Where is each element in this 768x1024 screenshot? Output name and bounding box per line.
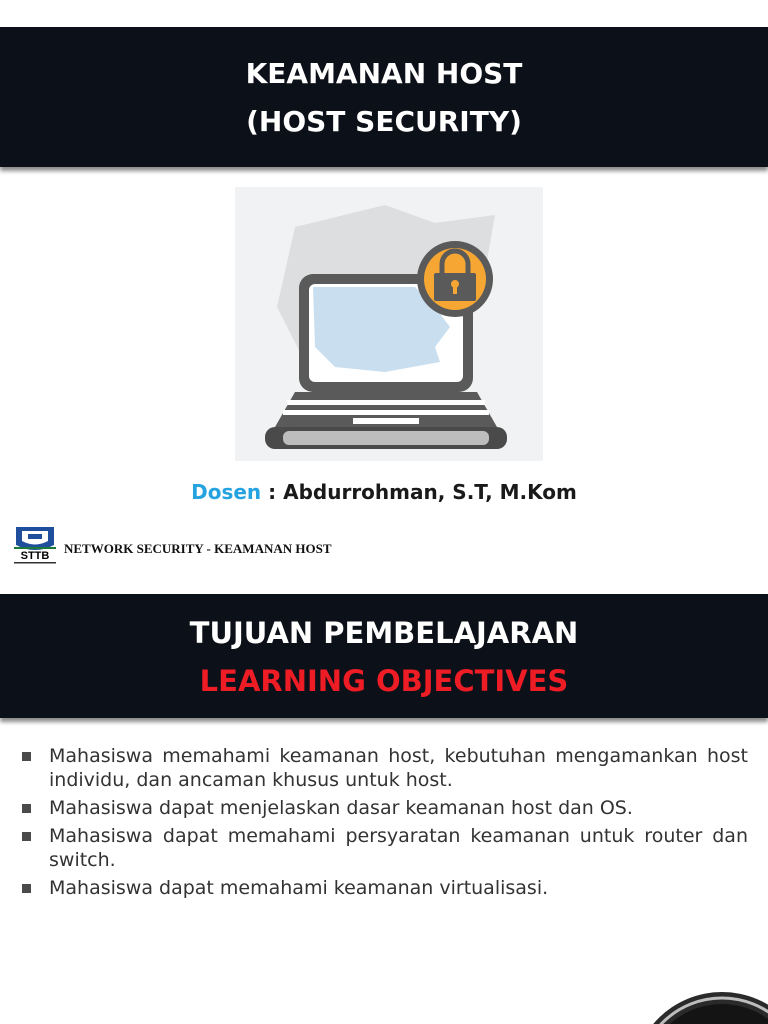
objectives-list [22,744,748,904]
course-footer: NETWORK SECURITY - KEAMANAN HOST [64,541,332,556]
corner-decoration-icon [630,990,768,1024]
objective-text: Mahasiswa memahami keamanan host, kebutuhan mengamankan host individu, dan ancaman khusus untuk host. [49,745,748,791]
sttb-logo [10,525,60,567]
objective-text: Mahasiswa dapat memahami keamanan virtualisasi. [49,877,549,899]
objectives-banner [0,594,768,718]
objective-text: Mahasiswa dapat menjelaskan dasar keamanan host dan OS. [49,797,633,819]
lecturer-separator: : [261,480,284,504]
square-bullet-icon [22,832,31,841]
list-item [22,744,748,792]
slide-subtitle: (HOST SECURITY) [246,105,522,138]
lecturer-name: Abdurrohman, S.T, M.Kom [283,480,577,504]
list-item [22,824,748,872]
square-bullet-icon [22,884,31,893]
svg-text:STTB: STTB [20,550,50,562]
slide-learning-objectives [0,592,768,1024]
lecturer-label: Dosen [191,480,262,504]
objectives-title: TUJUAN PEMBELAJARAN [189,616,579,650]
laptop-with-padlock-icon [235,187,543,461]
objective-text: Mahasiswa dapat memahami persyaratan keamanan untuk router dan switch. [49,825,748,871]
list-item [22,876,748,900]
square-bullet-icon [22,804,31,813]
list-item [22,796,748,820]
title-banner [0,27,768,167]
square-bullet-icon [22,752,31,761]
slide-title: KEAMANAN HOST [245,57,523,90]
objectives-subtitle: LEARNING OBJECTIVES [199,664,569,698]
lecturer-line [0,480,768,504]
